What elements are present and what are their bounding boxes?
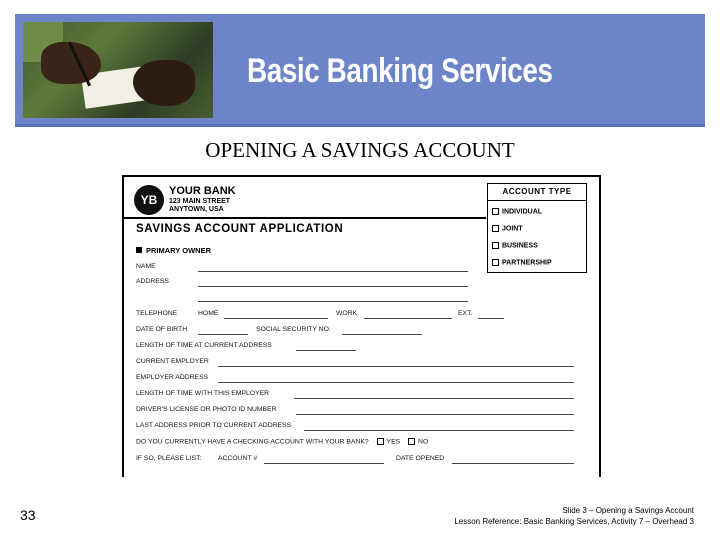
account-number-field[interactable] — [264, 463, 384, 464]
header-banner — [15, 14, 705, 127]
savings-application-form — [122, 175, 601, 477]
signing-photo — [23, 22, 213, 118]
date-opened-label: DATE OPENED — [396, 455, 445, 462]
last-address-field[interactable] — [304, 430, 574, 431]
telephone-label: TELEPHONE — [136, 310, 178, 317]
account-type-option[interactable]: JOINT — [492, 225, 523, 232]
license-label: DRIVER'S LICENSE OR PHOTO ID NUMBER — [136, 406, 277, 413]
dob-field[interactable] — [198, 334, 248, 335]
home-phone-field[interactable] — [224, 318, 328, 319]
section-primary-owner: PRIMARY OWNER — [136, 246, 211, 255]
account-type-title: ACCOUNT TYPE — [488, 184, 586, 201]
address-field-2[interactable] — [198, 301, 468, 302]
address-field-1[interactable] — [198, 286, 468, 287]
ext-label: EXT. — [458, 310, 473, 317]
application-title: SAVINGS ACCOUNT APPLICATION — [136, 223, 344, 235]
last-address-label: LAST ADDRESS PRIOR TO CURRENT ADDRESS — [136, 422, 292, 429]
ext-field[interactable] — [478, 318, 504, 319]
ssn-label: SOCIAL SECURITY NO. — [256, 326, 331, 333]
checking-question: DO YOU CURRENTLY HAVE A CHECKING ACCOUNT WITH YOUR BANK? YES NO — [136, 438, 429, 446]
name-label: NAME — [136, 263, 156, 270]
slide-heading: OPENING A SAVINGS ACCOUNT — [205, 138, 515, 162]
address-label: ADDRESS — [136, 278, 169, 285]
if-so-label: IF SO, PLEASE LIST: — [136, 455, 202, 462]
account-type-option[interactable]: PARTNERSHIP — [492, 259, 552, 266]
employer-address-field[interactable] — [218, 382, 574, 383]
employer-label: CURRENT EMPLOYER — [136, 358, 209, 365]
divider — [124, 217, 486, 219]
bank-logo: YB — [134, 185, 164, 215]
time-with-employer-field[interactable] — [294, 398, 574, 399]
time-with-employer-label: LENGTH OF TIME WITH THIS EMPLOYER — [136, 390, 270, 397]
slide-number: 33 — [20, 507, 36, 523]
home-label: HOME — [198, 310, 219, 317]
employer-address-label: EMPLOYER ADDRESS — [136, 374, 209, 381]
yes-checkbox[interactable] — [377, 438, 384, 445]
work-label: WORK — [336, 310, 358, 317]
no-checkbox[interactable] — [408, 438, 415, 445]
license-field[interactable] — [296, 414, 574, 415]
dob-label: DATE OF BIRTH — [136, 326, 188, 333]
employer-field[interactable] — [218, 366, 574, 367]
bank-address: 123 MAIN STREET ANYTOWN, USA — [169, 198, 231, 213]
work-phone-field[interactable] — [364, 318, 452, 319]
name-field[interactable] — [198, 271, 468, 272]
ssn-field[interactable] — [342, 334, 422, 335]
date-opened-field[interactable] — [452, 463, 574, 464]
bank-name: YOUR BANK — [169, 185, 236, 197]
account-type-option[interactable]: BUSINESS — [492, 242, 538, 249]
account-number-label: ACCOUNT # — [218, 455, 258, 462]
account-type-box — [487, 183, 587, 273]
time-at-address-field[interactable] — [296, 350, 356, 351]
account-type-option[interactable]: INDIVIDUAL — [492, 208, 542, 215]
banner-title: Basic Banking Services — [247, 52, 553, 90]
footer-reference: Slide 3 – Opening a Savings Account Lesson Reference: Basic Banking Services, Activity 7 – Overhead 3 — [454, 506, 694, 526]
time-at-address-label: LENGTH OF TIME AT CURRENT ADDRESS — [136, 342, 272, 349]
